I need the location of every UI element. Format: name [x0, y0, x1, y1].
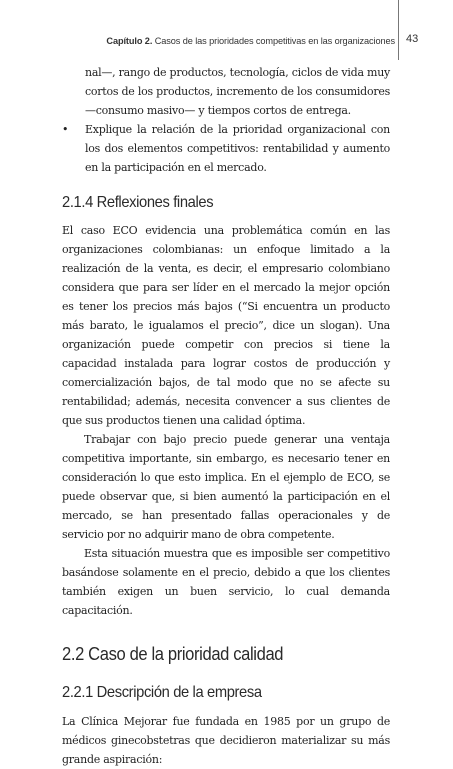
chapter-label: Capítulo 2. — [106, 36, 153, 46]
section-heading-2-1-4: 2.1.4 Reflexiones finales — [62, 194, 214, 211]
paragraph: Trabajar con bajo precio puede generar una ventaja competitiva importante, sin embargo, es necesario tener en consideración lo que esto implica. En el ejemplo de ECO, se puede observar que, si bien aumentó la participación en el mercado, se han presentado fallas operacionales y de servicio por no adquirir mano de obra competente. — [62, 433, 390, 541]
section-heading-2-2-1: 2.2.1 Descripción de la empresa — [62, 684, 262, 701]
page-body — [62, 63, 390, 769]
paragraph: El caso ECO evidencia una problemática común en las organizaciones colombianas: un enfoque limitado a la realización de la venta, es decir, el empresario colombiano considera que para ser líder en el mercado la mejor opción es tener los precios más bajos (“Si encuentra un producto más barato, le igualamos el precio”, dice un slogan). Una organización puede competir con precios si tiene la capacidad instalada para lograr costos de producción y comercialización bajos, de tal modo que no se afecte su rentabilidad; además, necesita convencer a sus clientes de que sus productos tienen una calidad óptima. — [62, 224, 390, 427]
page-number: 43 — [406, 33, 419, 45]
paragraph: Esta situación muestra que es imposible ser competitivo basándose solamente en el precio, debido a que los clientes también exigen un buen servicio, lo cual demanda capacitación. — [62, 547, 390, 617]
paragraph: La Clínica Mejorar fue fundada en 1985 por un grupo de médicos ginecobstetras que decidieron materializar su más grande aspiración: — [62, 715, 390, 766]
bullet-item — [62, 120, 390, 177]
section-heading-2-2: 2.2 Caso de la prioridad calidad — [62, 644, 284, 664]
header-divider — [398, 0, 399, 60]
continued-paragraph: nal—, rango de productos, tecnología, ciclos de vida muy cortos de los productos, incremento de los consumidores —consumo masivo— y tiempos cortos de entrega. — [85, 66, 390, 117]
bullet-marker: • — [62, 123, 69, 136]
running-header — [106, 36, 395, 46]
chapter-title: Casos de las prioridades competitivas en las organizaciones — [154, 36, 395, 46]
bullet-text: Explique la relación de la prioridad organizacional con los dos elementos competitivos: rentabilidad y aumento en la participación en el mercado. — [85, 123, 390, 174]
